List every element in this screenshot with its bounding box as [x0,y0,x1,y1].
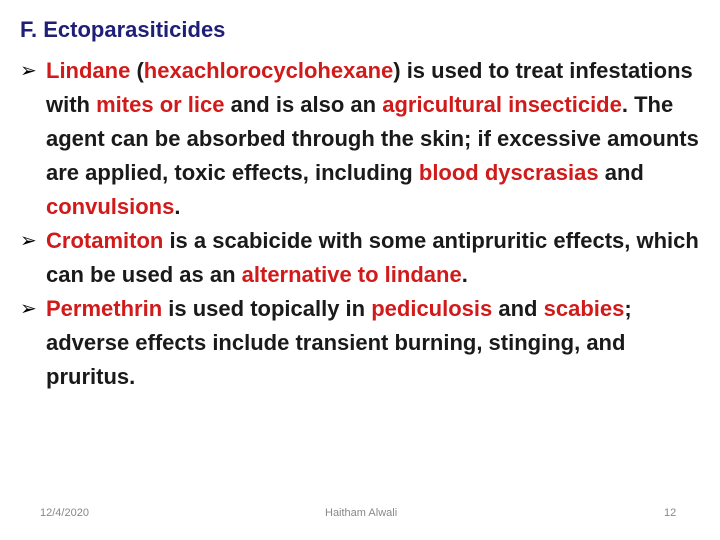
highlighted-term: mites or lice [96,92,225,117]
highlighted-term: convulsions [46,194,175,219]
arrow-bullet-icon: ➢ [20,60,37,82]
bullet-text: ) is used to treat infestations with [46,58,693,117]
bullet-text: ; adverse effects include transient burning, stinging, and pruritus. [46,296,632,389]
bullet-text: . The agent can be absorbed through the skin; if excessive amounts are applied, toxic effects, including [46,92,699,185]
arrow-bullet-icon: ➢ [20,298,37,320]
bullet-text: . [174,194,181,219]
bullet-text: ( [130,58,144,83]
highlighted-term: Permethrin [46,296,163,321]
bullet-text: is a scabicide with some antipruritic effects, which can be used as an [46,228,699,287]
highlighted-term: scabies [543,296,625,321]
footer-author: Haitham Alwali [325,507,398,519]
bullet-text: and [492,296,544,321]
bullet-text: is used topically in [162,296,372,321]
highlighted-term: hexachlorocyclohexane [143,58,394,83]
slide-heading: F. Ectoparasiticides [20,17,226,42]
bullet-text: . [461,262,468,287]
highlighted-term: blood dyscrasias [418,160,599,185]
highlighted-term: alternative to lindane [241,262,462,287]
highlighted-term: pediculosis [371,296,493,321]
bullet-text: and is also an [224,92,383,117]
bullet-item [20,224,710,292]
bullet-item [20,54,710,224]
arrow-bullet-icon: ➢ [20,230,37,252]
footer-date: 12/4/2020 [40,507,89,519]
bullet-text: and [598,160,644,185]
highlighted-term: agricultural insecticide [382,92,622,117]
bullet-item [20,292,710,394]
footer-page-number: 12 [664,507,677,519]
bullet-list [20,54,710,394]
highlighted-term: Lindane [46,58,131,83]
highlighted-term: Crotamiton [46,228,164,253]
